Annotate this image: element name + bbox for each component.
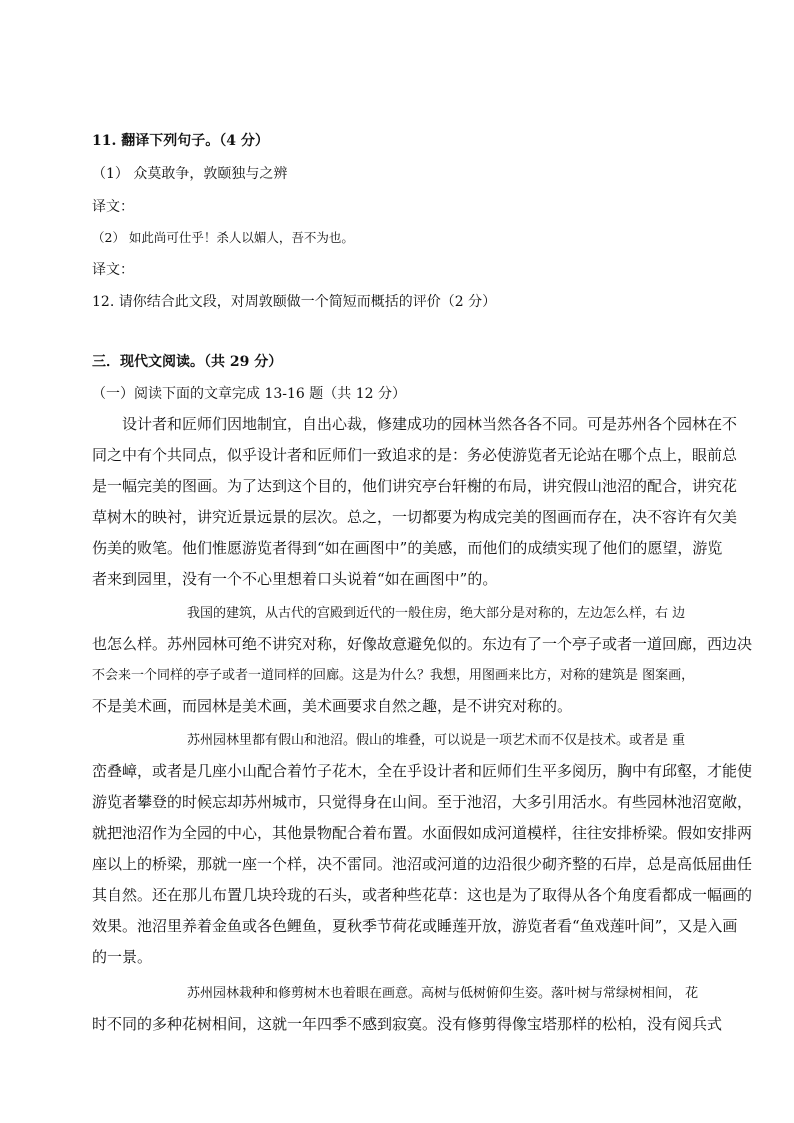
section-3-subtitle: （一）阅读下面的文章完成 13-16 题（共 12 分）	[92, 386, 406, 402]
passage-paragraph-3	[92, 725, 753, 973]
question-11-answer-2-label: 译文：	[92, 262, 134, 278]
passage-line: 不会来一个同样的亭子或者一道同样的回廊。这是为什么？我想，用图画来比方，对称的建筑是 图案画，	[92, 668, 695, 683]
passage-line: 其自然。还在那儿布置几块玲珑的石头，或者种些花草：这也是为了取得从各个角度看都成一幅画的	[92, 886, 753, 904]
passage-line: 我国的建筑，从古代的宫殿到近代的一般住房，绝大部分是对称的，左边怎么样，右 边	[187, 606, 686, 621]
question-11-title: 11. 翻译下列句子。（4 分）	[92, 133, 269, 149]
passage-line: 不是美术画，而园林是美术画，美术画要求自然之趣，是不讲究对称的。	[92, 697, 573, 715]
passage-line: 苏州园林里都有假山和池沼。假山的堆叠，可以说是一项艺术而不仅是技术。或者是 重	[187, 733, 686, 748]
question-12: 12. 请你结合此文段，对周敦颐做一个简短而概括的评价（2 分）	[92, 294, 497, 310]
passage-line: 峦叠嶂，或者是几座小山配合着竹子花木，全在乎设计者和匠师们生平多阅历，胸中有邱壑，才能使	[92, 762, 753, 780]
question-11-sentence-1: （1） 众莫敢争，敦颐独与之辨	[92, 166, 288, 182]
passage-line: 就把池沼作为全园的中心，其他景物配合着布置。水面假如成河道模样，往往安排桥梁。假如安排两	[92, 824, 753, 842]
passage-line: 伤美的败笔。他们惟愿游览者得到“如在画图中”的美感，而他们的成绩实现了他们的愿望，游览	[92, 539, 723, 557]
passage-line: 也怎么样。苏州园林可绝不讲究对称，好像故意避免似的。东边有了一个亭子或者一道回廊，西边决	[92, 635, 753, 653]
passage-line: 同之中有个共同点，似乎设计者和匠师们一致追求的是：务必使游览者无论站在哪个点上，眼前总	[92, 446, 738, 464]
question-11-answer-1-label: 译文：	[92, 199, 134, 215]
passage-paragraph-1	[92, 409, 738, 595]
passage-line: 是一幅完美的图画。为了达到这个目的，他们讲究亭台轩榭的布局，讲究假山池沼的配合，讲究花	[92, 477, 738, 495]
passage-line: 设计者和匠师们因地制宜，自出心裁，修建成功的园林当然各各不同。可是苏州各个园林在不	[122, 415, 738, 433]
passage-line: 的一景。	[92, 948, 153, 966]
passage-line: 效果。池沼里养着金鱼或各色鲤鱼，夏秋季节荷花或睡莲开放，游览者看“鱼戏莲叶间”，又是入画	[92, 917, 738, 935]
section-3-title: 三．现代文阅读。（共 29 分）	[92, 354, 283, 370]
question-11-sentence-2: （2） 如此尚可仕乎！杀人以媚人，吾不为也。	[92, 230, 354, 245]
passage-line: 座以上的桥梁，那就一座一个样，决不雷同。池沼或河道的边沿很少砌齐整的石岸，总是高低屈曲任	[92, 855, 753, 873]
passage-line: 草树木的映衬，讲究近景远景的层次。总之，一切都要为构成完美的图画而存在，决不容许有欠美	[92, 508, 738, 526]
passage-paragraph-4	[92, 978, 723, 1040]
passage-line: 苏州园林栽种和修剪树木也着眼在画意。高树与低树俯仰生姿。落叶树与常绿树相间， 花	[187, 986, 699, 1001]
passage-line: 时不同的多种花树相间，这就一年四季不感到寂寞。没有修剪得像宝塔那样的松柏，没有阅兵式	[92, 1015, 723, 1033]
passage-paragraph-2	[92, 598, 753, 722]
passage-line: 者来到园里，没有一个不心里想着口头说着“如在画图中”的。	[92, 570, 498, 588]
passage-line: 游览者攀登的时候忘却苏州城市，只觉得身在山间。至于池沼，大多引用活水。有些园林池沼宽敞，	[92, 793, 753, 811]
